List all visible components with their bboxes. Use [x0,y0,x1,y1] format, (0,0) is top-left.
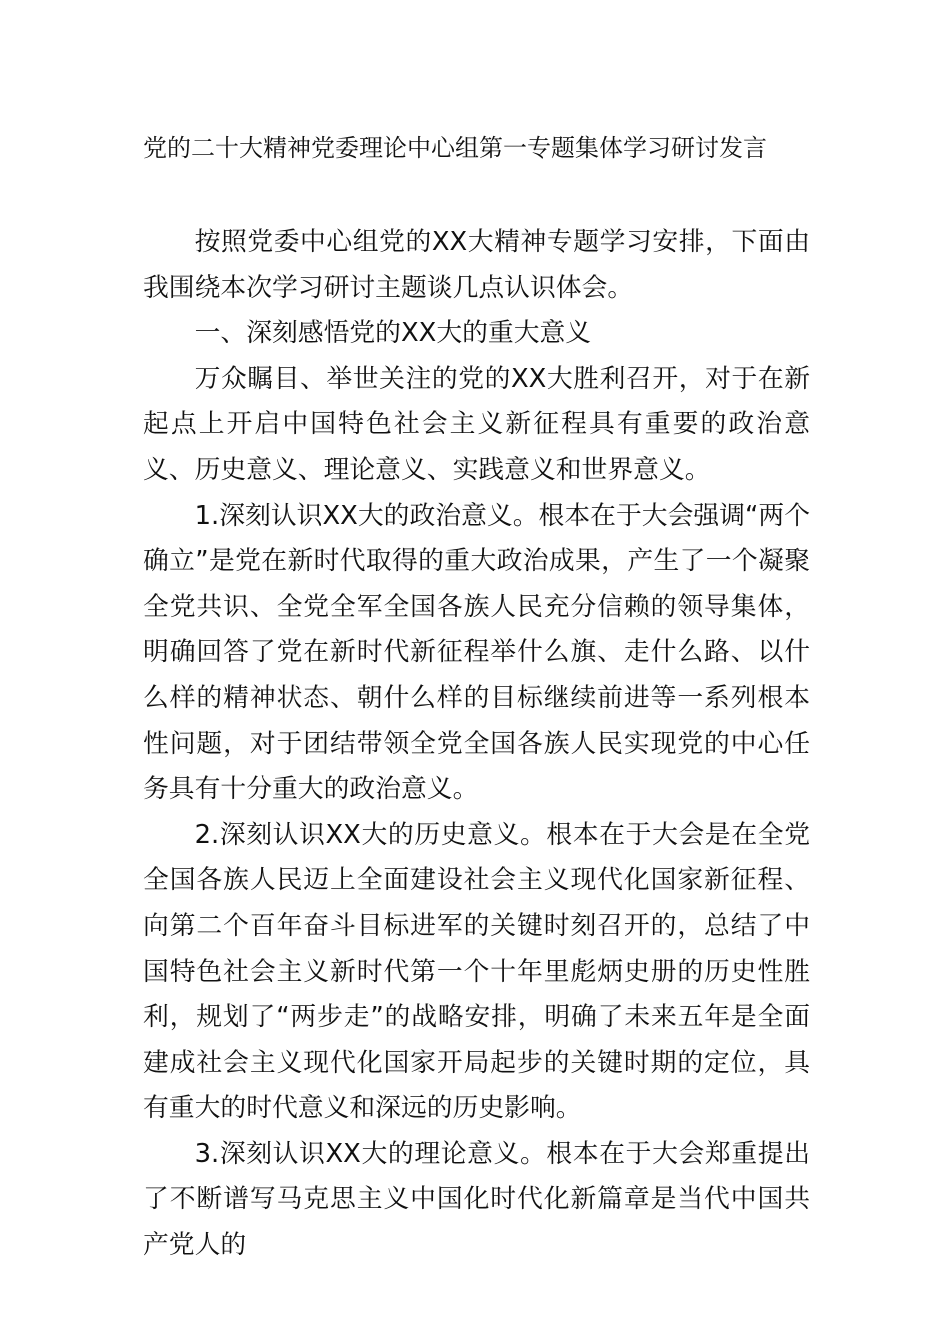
paragraph-political: 1.深刻认识XX大的政治意义。根本在于大会强调“两个确立”是党在新时代取得的重大政治成果，产生了一个凝聚全党共识、全党全军全国各族人民充分信赖的领导集体，明确回答了党在新时代新征程举什么旗、走什么路、以什么样的精神状态、朝什么样的目标继续前进等一系列根本性问题，对于团结带领全党全国各族人民实现党的中心任务具有十分重大的政治意义。 [143,500,810,805]
document-body [143,220,810,1269]
paragraph-significance: 万众瞩目、举世关注的党的XX大胜利召开，对于在新起点上开启中国特色社会主义新征程具有重要的政治意义、历史意义、理论意义、实践意义和世界意义。 [143,363,810,485]
paragraph-theoretical: 3.深刻认识XX大的理论意义。根本在于大会郑重提出了不断谱写马克思主义中国化时代化新篇章是当代中国共产党人的 [143,1138,810,1261]
section-heading-1: 一、深刻感悟党的XX大的重大意义 [194,318,592,349]
paragraph-historical: 2.深刻认识XX大的历史意义。根本在于大会是在全党全国各族人民迈上全面建设社会主义现代化国家新征程、向第二个百年奋斗目标进军的关键时刻召开的，总结了中国特色社会主义新时代第一个十年里彪炳史册的历史性胜利，规划了“两步走”的战略安排，明确了未来五年是全面建成社会主义现代化国家开局起步的关键时期的定位，具有重大的时代意义和深远的历史影响。 [143,819,810,1124]
document-title: 党的二十大精神党委理论中心组第一专题集体学习研讨发言 [143,134,767,162]
paragraph-intro: 按照党委中心组党的XX大精神专题学习安排，下面由我围绕本次学习研讨主题谈几点认识体会。 [143,227,810,303]
